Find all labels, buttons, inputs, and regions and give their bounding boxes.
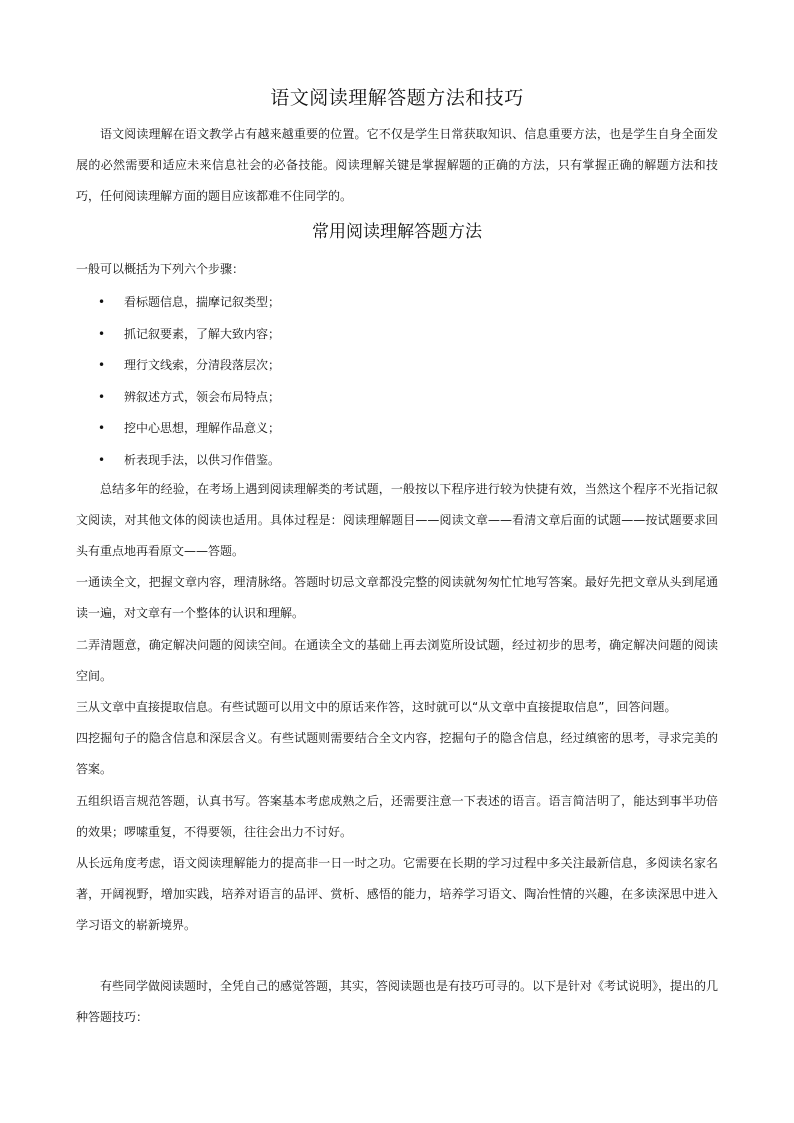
step-paragraph-5: 五组织语言规范答题，认真书写。答案基本考虑成熟之后，还需要注意一下表述的语言。语言简洁明了，能达到事半功倍的效果；啰嗦重复，不得要领，往往会出力不讨好。 [76,794,718,839]
step-text: 理行文线索，分清段落层次； [124,358,281,372]
step-text: 析表现手法，以供习作借鉴。 [124,452,281,467]
list-item [96,382,280,414]
step-text: 辨叙述方式，领会布局特点； [124,389,281,404]
list-item [96,413,280,445]
section-title: 常用阅读理解答题方法 [312,222,482,242]
intro-paragraph: 语文阅读理解在语文教学占有越来越重要的位置。它不仅是学生日常获取知识、信息重要方法，也是学生自身全面发展的必然需要和适应未来信息社会的必备技能。阅读理解关键是掌握解题的正确的方法，只有掌握正确的解题方法和技巧，任何阅读理解方面的题目应该都难不住同学的。 [76,127,718,203]
step-text: 抓记叙要素，了解大致内容； [124,326,281,341]
list-item [96,350,280,382]
bullet-icon: • [98,421,106,435]
step-text: 挖中心思想，理解作品意义； [124,421,281,435]
steps-intro: 一般可以概括为下列六个步骤： [76,262,245,276]
step-paragraph-1: 一通读全文，把握文章内容，理清脉络。答题时切忌文章都没完整的阅读就匆匆忙忙地写答案。最好先把文章从头到尾通读一遍，对文章有一个整体的认识和理解。 [76,575,718,620]
bullet-icon: • [98,389,106,404]
step-text: 看标题信息，揣摩记叙类型； [124,295,281,309]
long-term-paragraph: 从长远角度考虑，语文阅读理解能力的提高非一日一时之功。它需要在长期的学习过程中多关注最新信息，多阅读名家名著，开阔视野，增加实践，培养对语言的品评、赏析、感悟的能力，培养学习语文、陶冶性情的兴趣，在多读深思中进入学习语文的崭新境界。 [76,856,718,932]
bullet-icon: • [98,358,106,372]
summary-paragraph: 总结多年的经验，在考场上遇到阅读理解类的考试题，一般按以下程序进行较为快捷有效，当然这个程序不光指记叙文阅读，对其他文体的阅读也适用。具体过程是：阅读理解题目——阅读文章——看清文章后面的试题——按试题要求回头有重点地再看原文——答题。 [76,482,718,558]
bullet-icon: • [98,326,106,341]
step-paragraph-4: 四挖掘句子的隐含信息和深层含义。有些试题则需要结合全文内容，挖掘句子的隐含信息，经过缜密的思考，寻求完美的答案。 [76,731,718,776]
step-paragraph-2: 二弄清题意，确定解决问题的阅读空间。在通读全文的基础上再去浏览所设试题，经过初步的思考，确定解决问题的阅读空间。 [76,638,718,683]
bullet-icon: • [98,452,106,467]
list-item [96,445,280,477]
step-paragraph-3: 三从文章中直接提取信息。有些试题可以用文中的原话来作答，这时就可以“从文章中直接提取信息”，回答问题。 [76,700,677,714]
closing-paragraph: 有些同学做阅读题时，全凭自己的感觉答题，其实，答阅读题也是有技巧可寻的。以下是针对《考试说明》，提出的几种答题技巧： [76,979,719,1024]
bullet-icon: • [98,295,106,309]
document-title: 语文阅读理解答题方法和技巧 [270,87,524,109]
steps-list [96,287,280,476]
list-item [96,287,280,319]
list-item [96,319,280,351]
